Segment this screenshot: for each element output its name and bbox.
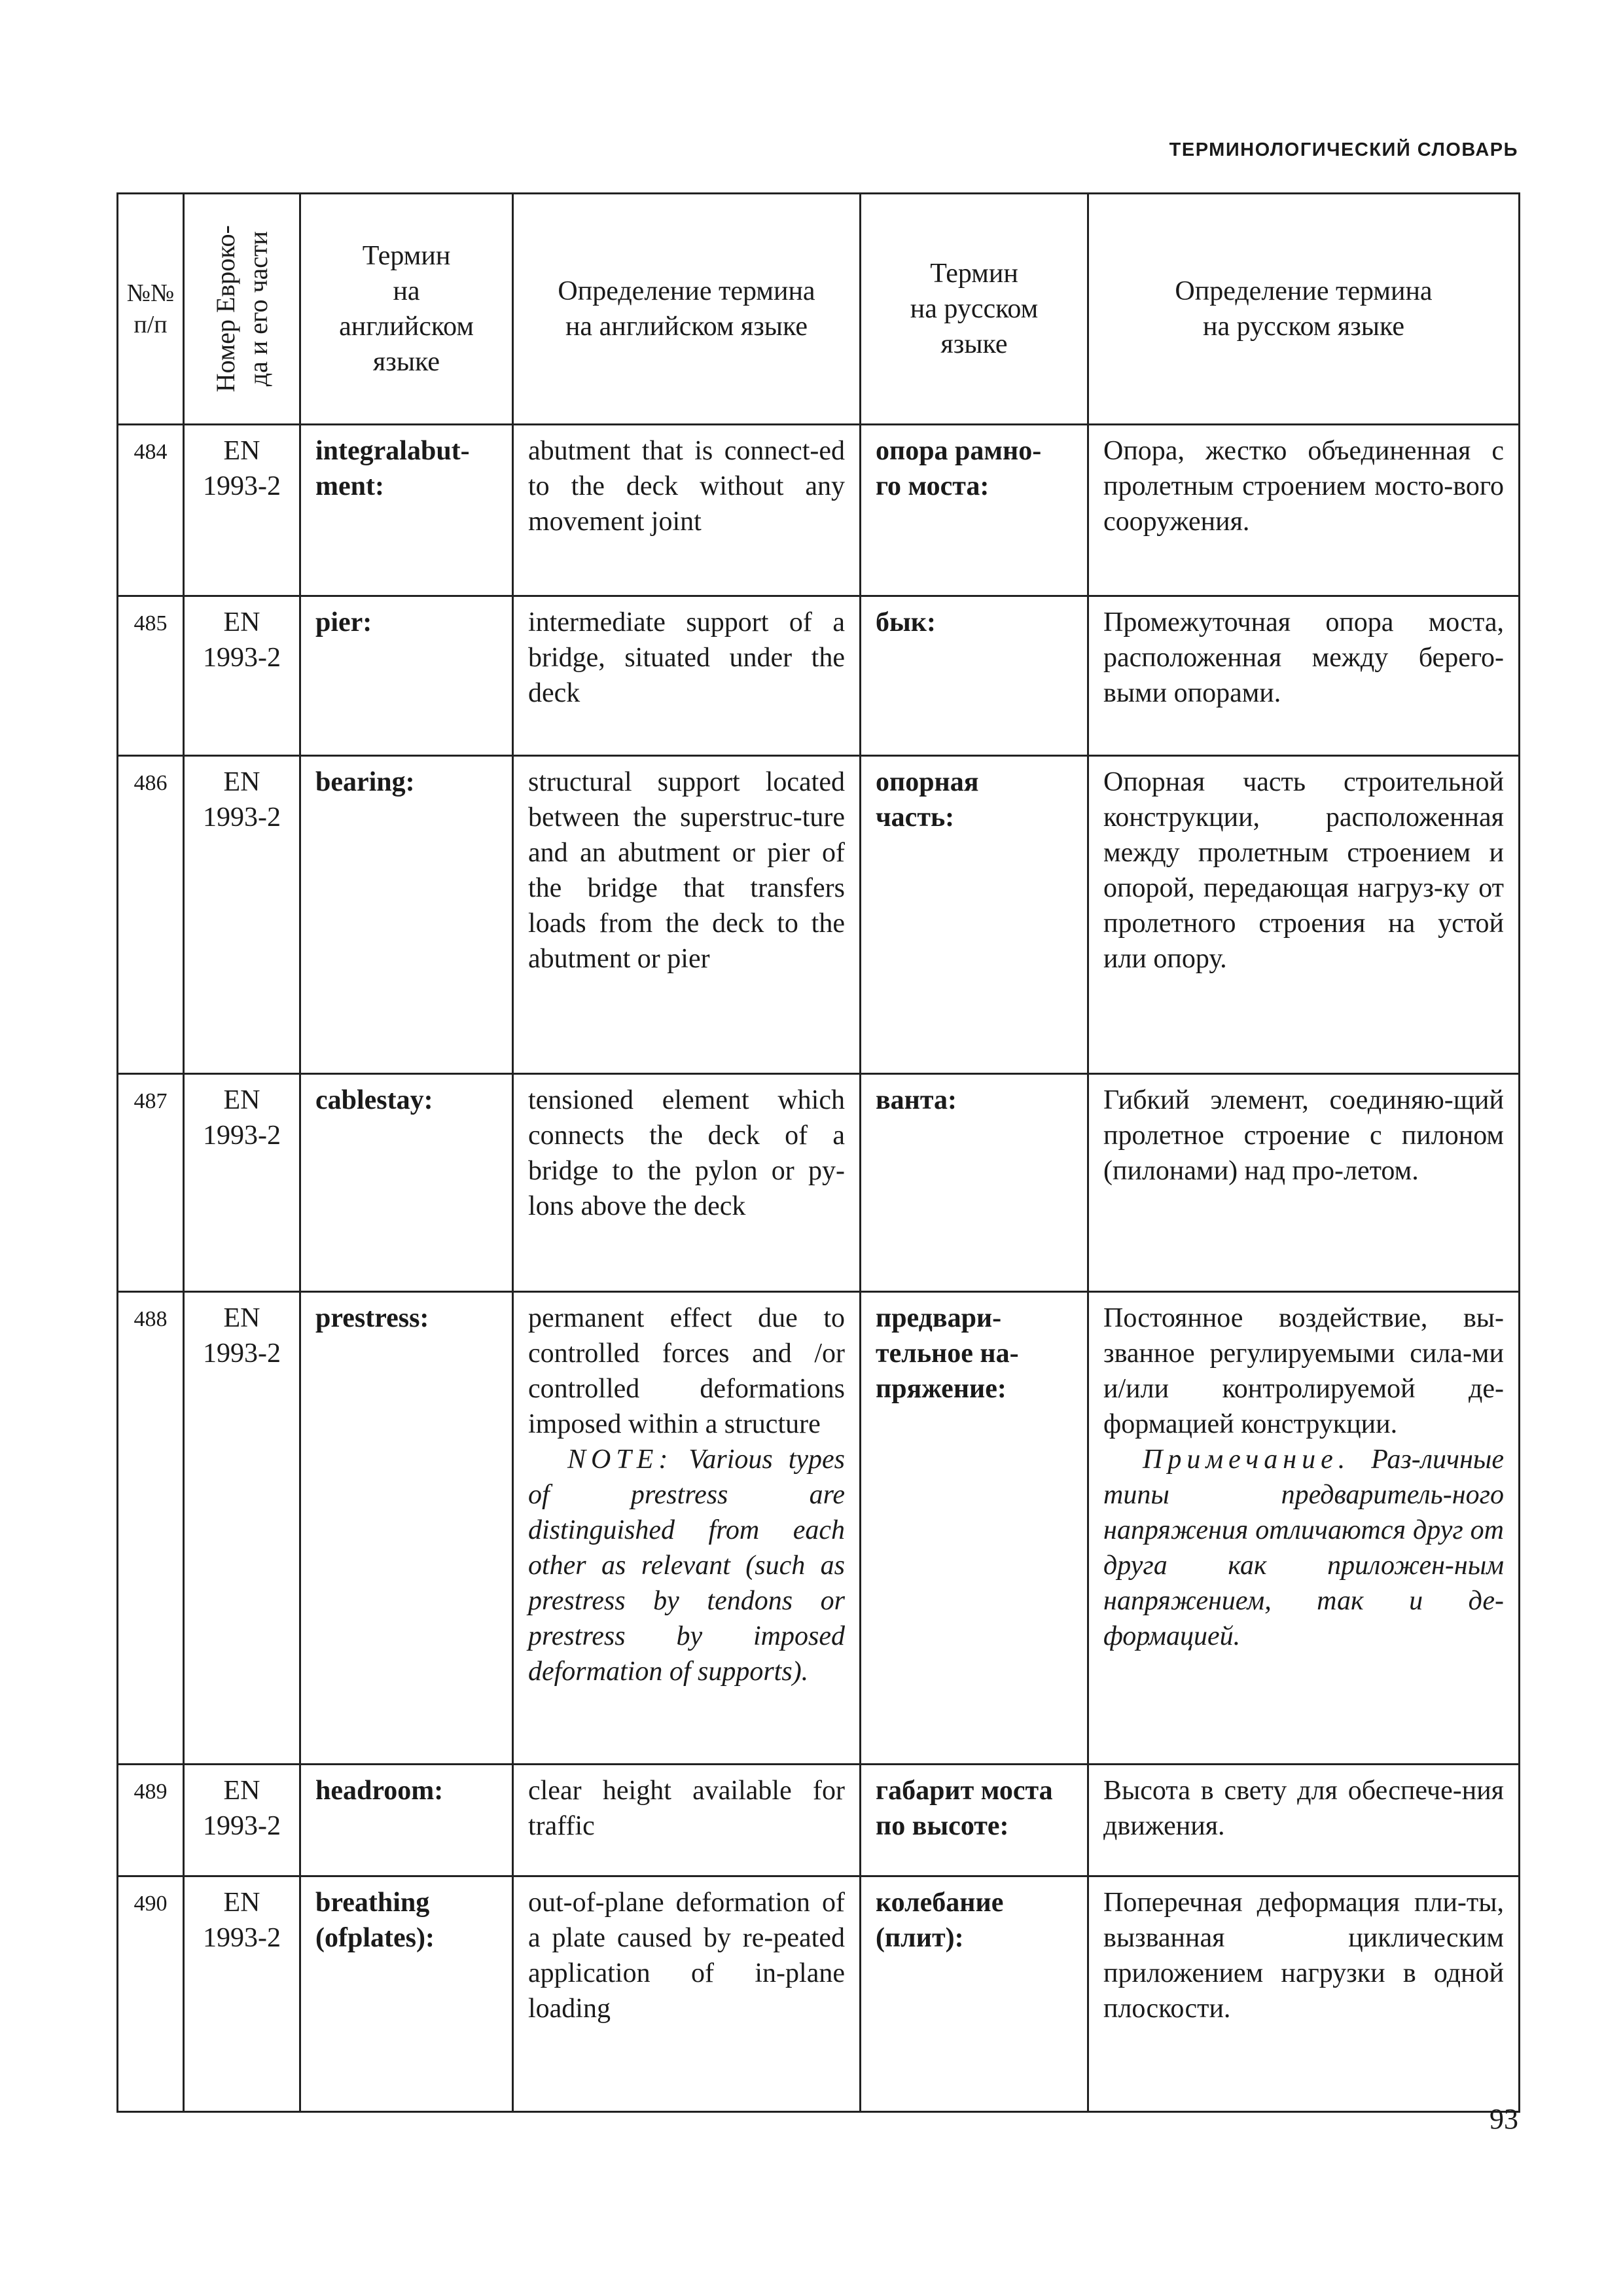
row-term-en: headroom:	[300, 1765, 513, 1876]
row-term-ru: предвари- тельное на- пряжение:	[861, 1292, 1088, 1765]
header-def-ru: Определение термина на русском языке	[1088, 194, 1520, 425]
table-row	[118, 1292, 1520, 1765]
row-def-en	[513, 1292, 861, 1765]
header-def-en: Определение термина на английском языке	[513, 194, 861, 425]
note-en-label: NOTE:	[567, 1444, 673, 1475]
row-eurocode: EN 1993-2	[184, 425, 300, 596]
row-term-ru: опорная часть:	[861, 756, 1088, 1074]
row-def-ru: Высота в свету для обеспече-ния движения.	[1088, 1765, 1520, 1876]
row-def-ru: Опора, жестко объединенная с пролетным строением мосто-вого сооружения.	[1088, 425, 1520, 596]
table-row	[118, 1074, 1520, 1292]
table-row	[118, 1765, 1520, 1876]
row-eurocode: EN 1993-2	[184, 756, 300, 1074]
row-number: 489	[118, 1765, 184, 1876]
note-ru-text: Раз-личные типы предваритель-ного напряжения отличаются друг от друга как приложен-ным напряжением, так и де-формацией.	[1103, 1444, 1504, 1651]
row-eurocode: EN 1993-2	[184, 1292, 300, 1765]
row-number: 490	[118, 1876, 184, 2112]
row-def-ru: Промежуточная опора моста, расположенная между берего-выми опорами.	[1088, 596, 1520, 756]
row-eurocode: EN 1993-2	[184, 596, 300, 756]
row-term-ru: колебание (плит):	[861, 1876, 1088, 2112]
row-def-ru: Поперечная деформация пли-ты, вызванная циклическим приложением нагрузки в одной плоскости.	[1088, 1876, 1520, 2112]
row-def-ru: Опорная часть строительной конструкции, расположенная между пролетным строением и опорой, передающая нагруз-ку от пролетного строения на устой или опору.	[1088, 756, 1520, 1074]
row-term-ru: ванта:	[861, 1074, 1088, 1292]
header-term-en: Термин на английском языке	[300, 194, 513, 425]
row-number: 488	[118, 1292, 184, 1765]
note-ru	[1103, 1442, 1504, 1654]
row-def-en: clear height available for traffic	[513, 1765, 861, 1876]
page-number: 93	[1489, 2103, 1518, 2135]
row-term-ru: опора рамно- го моста:	[861, 425, 1088, 596]
header-num: №№ п/п	[118, 194, 184, 425]
row-def-ru: Гибкий элемент, соединяю-щий пролетное строение с пилоном (пилонами) над про-летом.	[1088, 1074, 1520, 1292]
row-term-en: prestress:	[300, 1292, 513, 1765]
table-row	[118, 1876, 1520, 2112]
row-eurocode: EN 1993-2	[184, 1876, 300, 2112]
row-term-en: cablestay:	[300, 1074, 513, 1292]
def-en-text: permanent effect due to controlled forces and /or controlled deformations imposed within a structure	[528, 1303, 845, 1439]
def-ru-text: Постоянное воздействие, вы-званное регулируемыми сила-ми и/или контролируемой де-формацией конструкции.	[1103, 1303, 1504, 1439]
note-ru-label: Примечание.	[1143, 1444, 1351, 1475]
row-def-en: intermediate support of a bridge, situated under the deck	[513, 596, 861, 756]
row-term-en: bearing:	[300, 756, 513, 1074]
row-def-en: structural support located between the superstruc-ture and an abutment or pier of the bridge that transfers loads from the deck to the abutment or pier	[513, 756, 861, 1074]
row-term-ru: габарит моста по высоте:	[861, 1765, 1088, 1876]
row-def-en: out-of-plane deformation of a plate caused by re-peated application of in-plane loading	[513, 1876, 861, 2112]
header-row	[118, 194, 1520, 425]
row-term-en: pier:	[300, 596, 513, 756]
row-term-en: integralabut- ment:	[300, 425, 513, 596]
row-term-ru: бык:	[861, 596, 1088, 756]
row-number: 486	[118, 756, 184, 1074]
header-eurocode-label: Номер Евроко- да и его части	[210, 225, 273, 393]
header-eurocode	[184, 194, 300, 425]
note-en	[528, 1442, 845, 1689]
row-number: 484	[118, 425, 184, 596]
table-row	[118, 596, 1520, 756]
row-def-en: tensioned element which connects the deck of a bridge to the pylon or py-lons above the deck	[513, 1074, 861, 1292]
header-term-ru: Термин на русском языке	[861, 194, 1088, 425]
note-en-text: Various types of prestress are distinguished from each other as relevant (such as prestress by tendons or prestress by imposed deformation of supports).	[528, 1444, 846, 1687]
terminology-table	[116, 192, 1520, 2113]
row-number: 487	[118, 1074, 184, 1292]
row-number: 485	[118, 596, 184, 756]
row-eurocode: EN 1993-2	[184, 1765, 300, 1876]
row-eurocode: EN 1993-2	[184, 1074, 300, 1292]
row-def-en: abutment that is connect-ed to the deck without any movement joint	[513, 425, 861, 596]
table-row	[118, 425, 1520, 596]
running-head: ТЕРМИНОЛОГИЧЕСКИЙ СЛОВАРЬ	[1169, 139, 1518, 160]
table-row	[118, 756, 1520, 1074]
row-def-ru	[1088, 1292, 1520, 1765]
row-term-en: breathing (ofplates):	[300, 1876, 513, 2112]
